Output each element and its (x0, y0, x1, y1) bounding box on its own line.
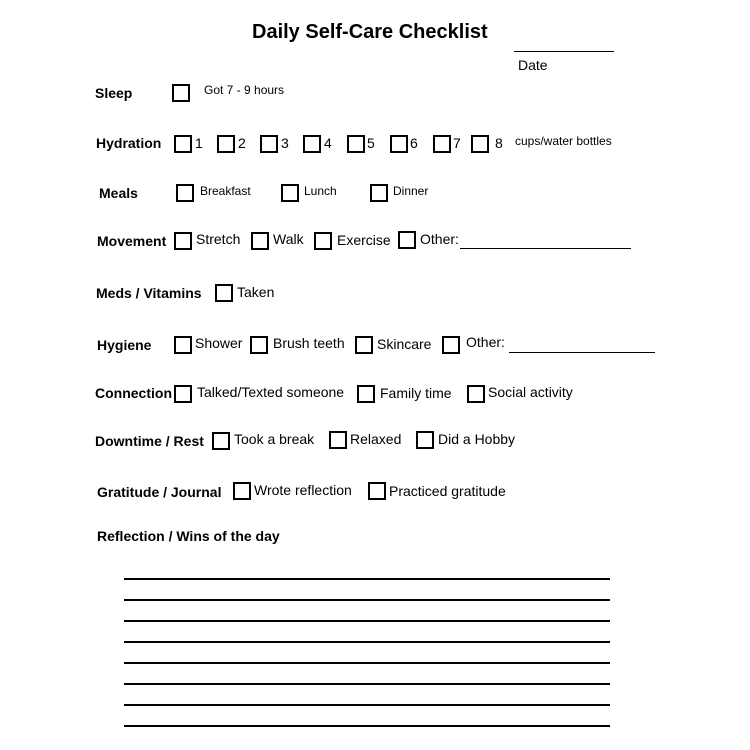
reflection-line-3[interactable] (124, 620, 610, 622)
movement-label: Movement (97, 233, 167, 249)
hygiene-label: Hygiene (97, 337, 152, 353)
downtime-checkbox-break[interactable] (212, 432, 230, 450)
meds-option-taken: Taken (237, 284, 275, 300)
page-title: Daily Self-Care Checklist (252, 21, 488, 43)
reflection-line-4[interactable] (124, 641, 610, 643)
movement-option-exercise: Exercise (337, 232, 391, 248)
reflection-line-7[interactable] (124, 704, 610, 706)
gratitude-option-reflection: Wrote reflection (254, 482, 352, 498)
meals-checkbox-lunch[interactable] (281, 184, 299, 202)
date-label: Date (518, 57, 548, 73)
meds-checkbox-taken[interactable] (215, 284, 233, 302)
meals-option-dinner: Dinner (393, 184, 429, 198)
connection-checkbox-family[interactable] (357, 385, 375, 403)
hydration-checkbox-6[interactable] (390, 135, 408, 153)
reflection-label: Reflection / Wins of the day (97, 528, 280, 544)
hydration-number-8: 8 (495, 135, 503, 151)
movement-checkbox-other[interactable] (398, 231, 416, 249)
meals-label: Meals (99, 185, 138, 201)
movement-checkbox-walk[interactable] (251, 232, 269, 250)
gratitude-checkbox-practiced[interactable] (368, 482, 386, 500)
downtime-label: Downtime / Rest (95, 433, 204, 449)
hygiene-checkbox-shower[interactable] (174, 336, 192, 354)
connection-option-family: Family time (380, 385, 452, 401)
downtime-checkbox-relaxed[interactable] (329, 431, 347, 449)
downtime-checkbox-hobby[interactable] (416, 431, 434, 449)
hygiene-other-line[interactable] (509, 352, 655, 353)
hydration-checkbox-3[interactable] (260, 135, 278, 153)
hygiene-checkbox-other[interactable] (442, 336, 460, 354)
movement-option-walk: Walk (273, 231, 304, 247)
meals-checkbox-breakfast[interactable] (176, 184, 194, 202)
hygiene-option-skincare: Skincare (377, 336, 432, 352)
hygiene-option-brush-teeth: Brush teeth (273, 335, 345, 351)
hydration-number-2: 2 (238, 135, 246, 151)
reflection-line-6[interactable] (124, 683, 610, 685)
hydration-number-4: 4 (324, 135, 332, 151)
reflection-line-8[interactable] (124, 725, 610, 727)
sleep-label: Sleep (95, 85, 133, 101)
gratitude-label: Gratitude / Journal (97, 484, 222, 500)
reflection-line-2[interactable] (124, 599, 610, 601)
hydration-number-3: 3 (281, 135, 289, 151)
date-line[interactable] (514, 51, 614, 52)
meds-label: Meds / Vitamins (96, 285, 202, 301)
reflection-line-5[interactable] (124, 662, 610, 664)
reflection-line-1[interactable] (124, 578, 610, 580)
gratitude-checkbox-reflection[interactable] (233, 482, 251, 500)
connection-checkbox-talked[interactable] (174, 385, 192, 403)
meals-option-breakfast: Breakfast (200, 184, 251, 198)
hydration-checkbox-4[interactable] (303, 135, 321, 153)
sleep-option-label: Got 7 - 9 hours (204, 83, 285, 97)
hydration-checkbox-7[interactable] (433, 135, 451, 153)
downtime-option-relaxed: Relaxed (350, 431, 402, 447)
hydration-checkbox-5[interactable] (347, 135, 365, 153)
downtime-option-break: Took a break (234, 431, 315, 447)
hydration-number-5: 5 (367, 135, 375, 151)
meals-option-lunch: Lunch (304, 184, 337, 198)
hydration-checkbox-1[interactable] (174, 135, 192, 153)
hydration-unit-label: cups/water bottles (515, 134, 612, 148)
downtime-option-hobby: Did a Hobby (438, 431, 516, 447)
movement-option-other: Other: (420, 231, 459, 247)
hydration-checkbox-2[interactable] (217, 135, 235, 153)
movement-checkbox-stretch[interactable] (174, 232, 192, 250)
sleep-checkbox[interactable] (172, 84, 190, 102)
connection-option-talked: Talked/Texted someone (197, 384, 345, 400)
hydration-label: Hydration (96, 135, 162, 151)
movement-option-stretch: Stretch (196, 231, 241, 247)
gratitude-option-practiced: Practiced gratitude (389, 483, 506, 499)
hygiene-checkbox-skincare[interactable] (355, 336, 373, 354)
hydration-checkbox-8[interactable] (471, 135, 489, 153)
movement-other-line[interactable] (460, 248, 631, 249)
connection-option-social: Social activity (488, 384, 573, 400)
connection-label: Connection (95, 385, 172, 401)
connection-checkbox-social[interactable] (467, 385, 485, 403)
hygiene-option-other: Other: (466, 334, 505, 350)
hydration-number-1: 1 (195, 135, 203, 151)
hygiene-checkbox-brush-teeth[interactable] (250, 336, 268, 354)
movement-checkbox-exercise[interactable] (314, 232, 332, 250)
hydration-number-7: 7 (453, 135, 461, 151)
hydration-number-6: 6 (410, 135, 418, 151)
hygiene-option-shower: Shower (195, 335, 243, 351)
meals-checkbox-dinner[interactable] (370, 184, 388, 202)
